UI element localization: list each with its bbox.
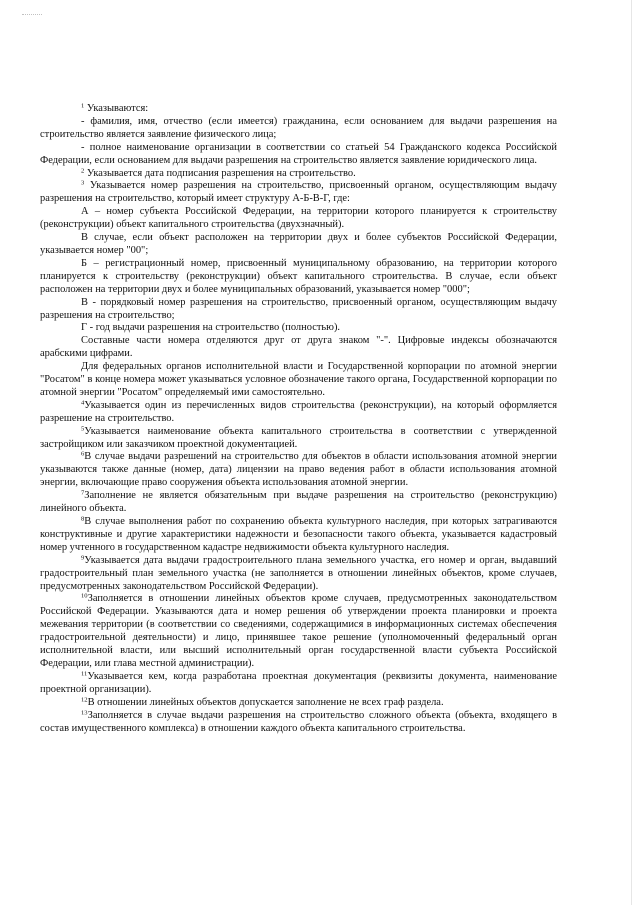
footnote-mark: 7 xyxy=(81,489,85,497)
footnote-text: В отношении линейных объектов допускается заполнение не всех граф раздела. xyxy=(87,696,444,708)
footnote-2 xyxy=(40,168,557,181)
footnote-text: Заполняется в отношении линейных объектов кроме случаев, предусмотренных законодательством Российской Федерации. Указываются дата и номер решения об утверждении проекта планировки и проекта межевания территории (в соответствии со сведениями, содержащимися в информационных системах обеспечения градостроительной деятельности) и лицо, принявшее такое решение (уполномоченный федеральный орган исполнительной власти, или высший исполнительный орган государственной власти субъекта Российской Федерации, или глава местной администрации). xyxy=(40,593,557,669)
footnote-12 xyxy=(40,697,557,710)
footnote-3-part-g xyxy=(40,322,557,335)
footnote-text: Заполняется в случае выдачи разрешения на строительство сложного объекта (объекта, входящего в состав имущественного комплекса) в отношении каждого объекта капитального строительства. xyxy=(40,709,557,734)
scan-corner-mark xyxy=(22,14,42,21)
footnote-8 xyxy=(40,516,557,555)
footnote-text: Указывается дата выдачи градостроительного плана земельного участка, его номер и орган, выдавший градостроительный план земельного участка (не заполняется в отношении линейных объектов, кроме случаев, предусмотренных законодательством Российской Федерации). xyxy=(40,554,557,592)
footnote-3 xyxy=(40,180,557,206)
footnote-mark: 11 xyxy=(81,670,88,678)
footnote-mark: 5 xyxy=(81,425,85,433)
footnote-text: Указывается номер разрешения на строительство, присвоенный органом, осуществляющим выдачу разрешения на строительство, который имеет структуру А-Б-В-Г, где: xyxy=(40,180,557,205)
footnote-text: Составные части номера отделяются друг от друга знаком "-". Цифровые индексы обозначаются арабскими цифрами. xyxy=(40,335,557,360)
footnote-11 xyxy=(40,671,557,697)
footnote-1-item-organization xyxy=(40,142,557,168)
footnote-mark: 13 xyxy=(81,709,88,717)
footnote-4 xyxy=(40,400,557,426)
footnote-text: Указывается дата подписания разрешения на строительство. xyxy=(84,167,356,179)
footnote-text: Г - год выдачи разрешения на строительство (полностью). xyxy=(81,322,341,334)
footnote-mark: 8 xyxy=(81,515,85,523)
footnote-text: Указываются: xyxy=(84,103,149,114)
footnote-1-intro xyxy=(40,103,557,116)
footnote-3-part-b xyxy=(40,258,557,297)
footnote-3-rosatom-note xyxy=(40,361,557,400)
footnote-text: В случае выдачи разрешений на строительство для объектов в области использования атомной энергии указываются также данные (номер, дата) лицензии на право ведения работ в области использования атомной энергии, включающие право сооружения объекта использования атомной энергии. xyxy=(40,451,557,489)
footnote-6 xyxy=(40,451,557,490)
footnote-text: Указывается кем, когда разработана проектная документация (реквизиты документа, наименование проектной организации). xyxy=(40,670,557,695)
footnote-13 xyxy=(40,710,557,736)
footnote-mark: 6 xyxy=(81,450,85,458)
footnote-mark: 12 xyxy=(81,696,88,704)
footnote-7 xyxy=(40,490,557,516)
footnote-mark: 3 xyxy=(81,179,85,187)
footnotes-section xyxy=(40,103,557,735)
scan-edge xyxy=(631,0,632,905)
footnote-mark: 10 xyxy=(81,592,88,600)
footnote-9 xyxy=(40,555,557,594)
footnote-1-item-citizen xyxy=(40,116,557,142)
footnote-10 xyxy=(40,593,557,670)
footnote-text: Для федеральных органов исполнительной власти и Государственной корпорации по атомной энергии "Росатом" в конце номера может указываться условное обозначение такого органа, Государственной корпорации по атомной энергии "Росатом" определяемый ими самостоятельно. xyxy=(40,361,557,398)
footnote-text: - полное наименование организации в соответствии со статьей 54 Гражданского кодекса Российской Федерации, если основанием для выдачи разрешения на строительство является заявление юридического лица. xyxy=(40,141,557,166)
footnote-mark: 9 xyxy=(81,554,85,562)
footnote-text: А – номер субъекта Российской Федерации, на территории которого планируется к строительству (реконструкции) объект капитального строительства (двухзначный). xyxy=(40,206,557,231)
footnote-text: Б – регистрационный номер, присвоенный муниципальному образованию, на территории которого планируется к строительству (реконструкции) объект капитального строительства. В случае, если объект расположен на территории двух и более муниципальных образований, указывается номер "000"; xyxy=(40,257,557,295)
footnote-text: В - порядковый номер разрешения на строительство, присвоенный органом, осуществляющим выдачу разрешения на строительство; xyxy=(40,296,557,321)
footnote-text: Указывается один из перечисленных видов строительства (реконструкции), на который оформляется разрешение на строительство. xyxy=(40,399,557,424)
footnote-mark: 1 xyxy=(81,102,85,110)
footnote-mark: 4 xyxy=(81,399,85,407)
footnote-text: В случае выполнения работ по сохранению объекта культурного наследия, при которых затрагиваются конструктивные и другие характеристики надежности и безопасности такого объекта, указывается кадастровый номер учтенного в государственном кадастре недвижимости объекта культурного наследия. xyxy=(40,516,557,553)
footnote-3-part-a xyxy=(40,206,557,232)
footnote-text: - фамилия, имя, отчество (если имеется) гражданина, если основанием для выдачи разрешения на строительство является заявление физического лица; xyxy=(40,115,557,140)
footnote-text: Заполнение не является обязательным при выдаче разрешения на строительство (реконструкцию) линейного объекта. xyxy=(40,490,557,515)
footnote-3-part-a-note xyxy=(40,232,557,258)
footnote-3-separator-note xyxy=(40,335,557,361)
footnote-5 xyxy=(40,426,557,452)
footnote-text: В случае, если объект расположен на территории двух и более субъектов Российской Федерации, указывается номер "00"; xyxy=(40,232,557,256)
footnote-mark: 2 xyxy=(81,167,85,175)
footnote-text: Указывается наименование объекта капитального строительства в соответствии с утвержденной застройщиком или заказчиком проектной документацией. xyxy=(40,425,557,450)
footnote-3-part-v xyxy=(40,297,557,323)
